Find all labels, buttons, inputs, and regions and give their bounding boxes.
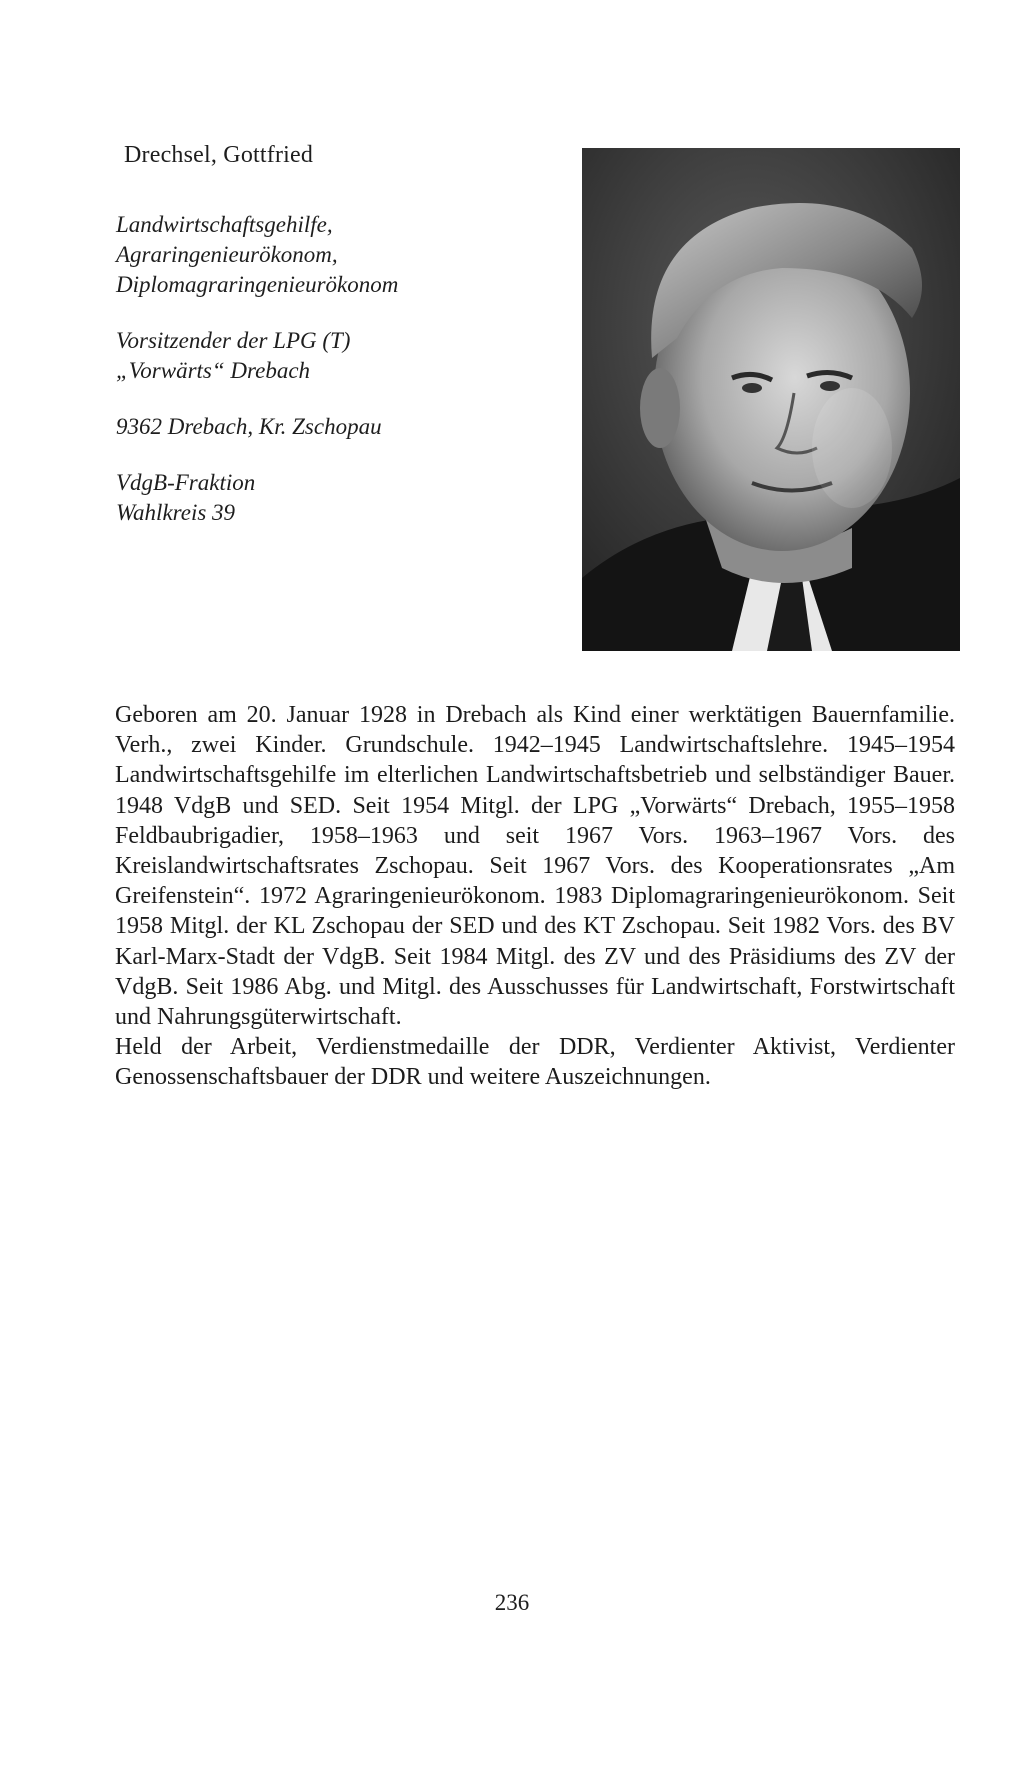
faction-line: VdgB-Fraktion [116,470,256,495]
professions-block [116,210,556,300]
profession-line: Diplomagraringenieurökonom [116,272,399,297]
page-number: 236 [494,1590,530,1615]
awards-paragraph: Held der Arbeit, Verdienstmedaille der DDR, Verdienter Aktivist, Verdienter Genossenschaftsbauer der DDR und weitere Auszeichnungen. [115,1034,955,1091]
portrait-image [582,148,960,651]
faction-block [116,468,556,528]
position-block [116,326,556,386]
biography-text [115,700,955,1093]
position-line: „Vorwärts“ Drebach [116,358,311,383]
position-line: Vorsitzender der LPG (T) [116,328,351,353]
portrait-photo [582,148,960,651]
profession-line: Landwirtschaftsgehilfe, [116,212,333,237]
address-block [116,412,556,442]
entry-name: Drechsel, Gottfried [124,142,314,168]
address-line: 9362 Drebach, Kr. Zschopau [116,414,382,439]
constituency-line: Wahlkreis 39 [116,500,236,525]
biography-paragraph: Geboren am 20. Januar 1928 in Drebach als Kind einer werktätigen Bauernfamilie. Verh., zwei Kinder. Grundschule. 1942–1945 Landwirtschaftslehre. 1945–1954 Landwirtschaftsgehilfe im elterlichen Landwirtschaftsbetrieb und selbständiger Bauer. 1948 VdgB und SED. Seit 1954 Mitgl. der LPG „Vorwärts“ Drebach, 1955–1958 Feldbaubrigadier, 1958–1963 und seit 1967 Vors. 1963–1967 Vors. des Kreislandwirtschaftsrates Zschopau. Seit 1967 Vors. des Kooperationsrates „Am Greifenstein“. 1972 Agraringenieurökonom. 1983 Diplomagraringenieurökonom. Seit 1958 Mitgl. der KL Zschopau der SED und des KT Zschopau. Seit 1982 Vors. des BV Karl-Marx-Stadt der VdgB. Seit 1984 Mitgl. des ZV und des Präsidiums des ZV der VdgB. Seit 1986 Abg. und Mitgl. des Ausschusses für Landwirtschaft, Forstwirtschaft und Nahrungsgüterwirtschaft. [115,702,955,1031]
profession-line: Agraringenieurökonom, [116,242,338,267]
entry-details [116,210,556,554]
